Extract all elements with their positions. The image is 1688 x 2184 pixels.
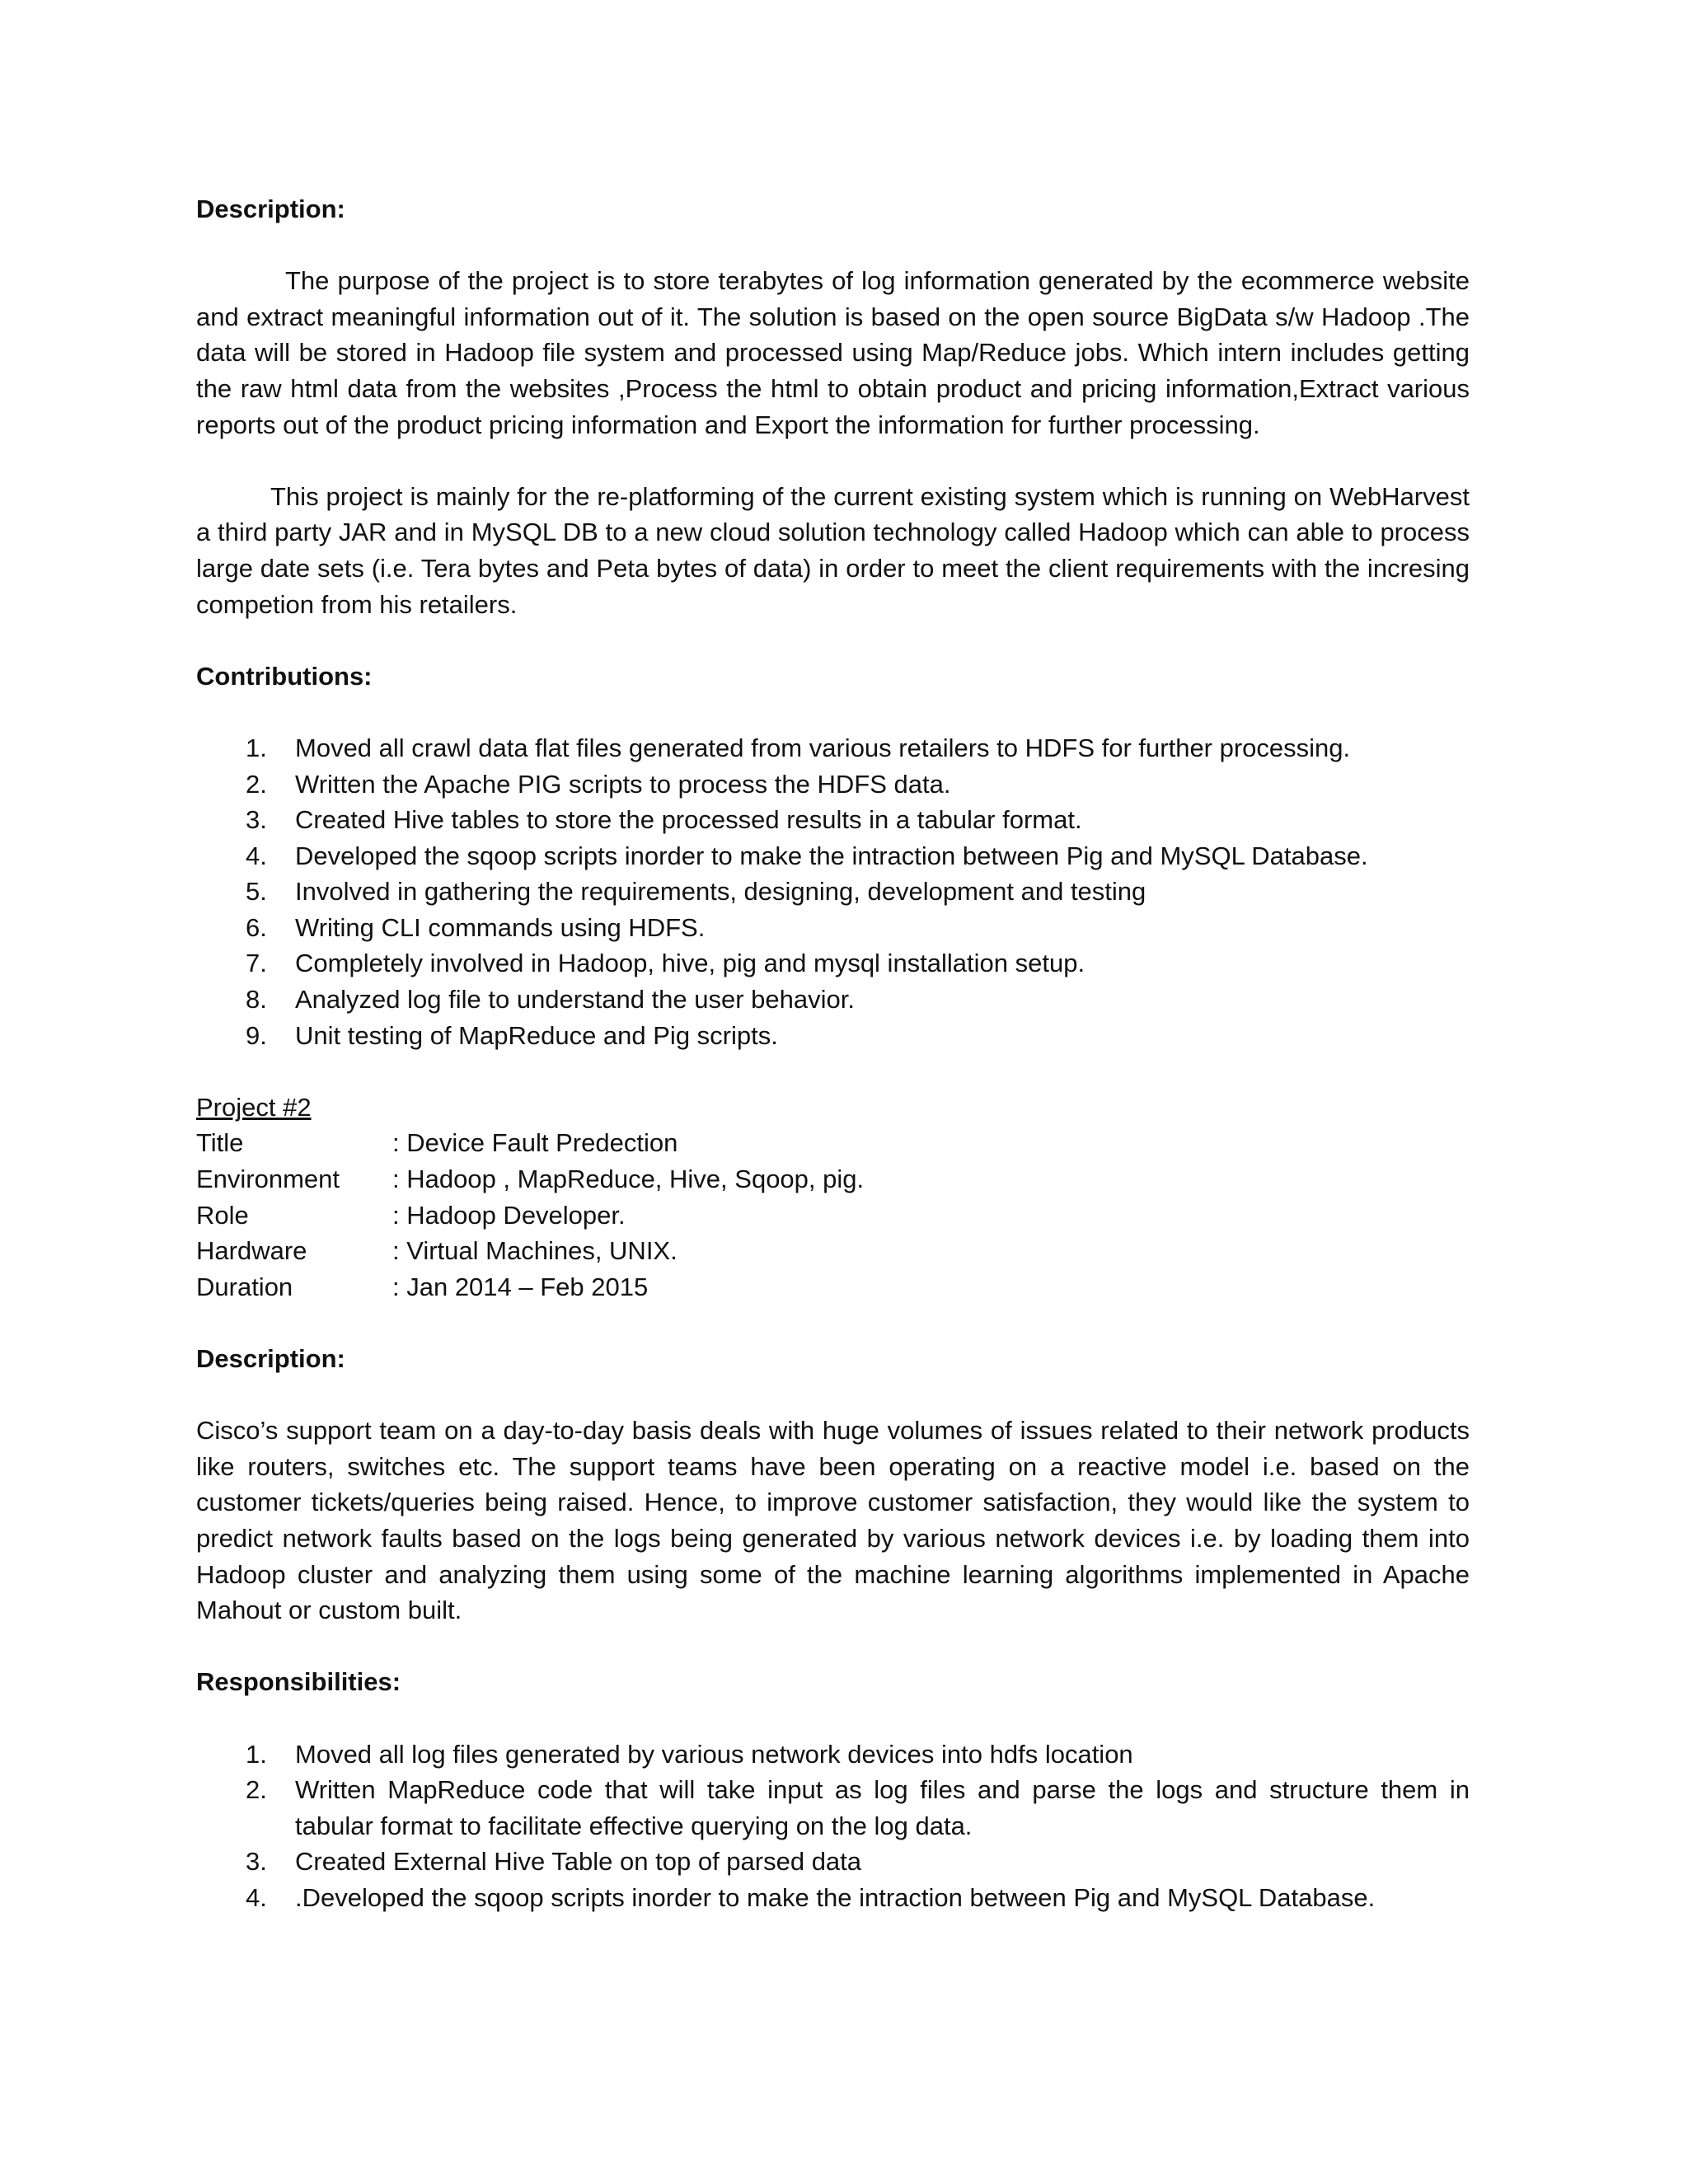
list-item: [196, 1772, 1470, 1844]
description-paragraph-2: This project is mainly for the re-platforming of the current existing system which is running on WebHarvest a third party JAR and in MySQL DB to a new cloud solution technology called Hadoop which can able to process large date sets (i.e. Tera bytes and Peta bytes of data) in order to meet the client requirements with the incresing competion from his retailers.: [196, 481, 1470, 619]
responsibilities-list: [196, 1736, 1470, 1916]
list-number: 4.: [246, 1882, 267, 1912]
detail-key: Hardware: [196, 1236, 307, 1266]
list-text: Completely involved in Hadoop, hive, pig and mysql installation setup.: [295, 949, 1085, 978]
detail-value: : Hadoop , MapReduce, Hive, Sqoop, pig.: [392, 1165, 865, 1194]
detail-value: : Jan 2014 – Feb 2015: [392, 1272, 649, 1301]
list-text: Created External Hive Table on top of parsed data: [295, 1847, 862, 1877]
list-item: [196, 1736, 1470, 1773]
detail-value: : Device Fault Predection: [392, 1128, 678, 1158]
project-detail-row: [196, 1197, 1470, 1234]
list-text: Moved all crawl data flat files generated from various retailers to HDFS for further processing.: [295, 733, 1351, 762]
list-number: 1.: [246, 733, 267, 762]
list-item: [196, 1844, 1470, 1880]
detail-key: Duration: [196, 1272, 293, 1301]
spacer: [196, 1305, 1470, 1341]
list-item: [196, 874, 1470, 910]
list-number: 3.: [246, 1847, 267, 1877]
detail-key: Role: [196, 1200, 249, 1230]
detail-key: Environment: [196, 1165, 340, 1194]
list-text: Analyzed log file to understand the user behavior.: [295, 985, 856, 1015]
list-item: [196, 945, 1470, 982]
detail-value: : Hadoop Developer.: [392, 1200, 626, 1230]
project-detail-row: [196, 1161, 1470, 1197]
spacer: [196, 227, 1470, 264]
list-number: 3.: [246, 805, 267, 835]
contributions-list: [196, 730, 1470, 1053]
list-item: [196, 730, 1470, 766]
list-number: 8.: [246, 985, 267, 1015]
list-text: Involved in gathering the requirements, designing, development and testing: [295, 877, 1146, 907]
project-detail-row: [196, 1269, 1470, 1305]
project-2-label: Project #2: [196, 1092, 312, 1122]
list-number: 2.: [246, 769, 267, 799]
list-text: .Developed the sqoop scripts inorder to make the intraction between Pig and MySQL Database.: [295, 1882, 1376, 1912]
project-2-description: Cisco’s support team on a day-to-day basis deals with huge volumes of issues related to their network products like routers, switches etc. The support teams have been operating on a reactive model i.e. based on the customer tickets/queries being raised. Hence, to improve customer satisfaction, they would like the system to predict network faults based on the logs being generated by various network devices i.e. by loading them into Hadoop cluster and analyzing them using some of the machine learning algorithms implemented in Apache Mahout or custom built.: [196, 1416, 1470, 1625]
detail-key: Title: [196, 1128, 244, 1158]
list-text: Moved all log files generated by various network devices into hdfs location: [295, 1739, 1133, 1769]
list-number: 4.: [246, 841, 267, 870]
list-item: [196, 982, 1470, 1018]
project-detail-row: [196, 1125, 1470, 1161]
resume-page: [196, 191, 1470, 1916]
spacer: [196, 622, 1470, 658]
list-item: [196, 766, 1470, 803]
responsibilities-heading: Responsibilities:: [196, 1667, 401, 1697]
description-heading: Description:: [196, 194, 345, 223]
list-text: Created Hive tables to store the processed results in a tabular format.: [295, 805, 1082, 835]
project-detail-row: [196, 1233, 1470, 1269]
project-2-description-heading: Description:: [196, 1344, 345, 1373]
list-item: [196, 1018, 1470, 1054]
list-item: [196, 802, 1470, 838]
spacer: [196, 1700, 1470, 1736]
list-number: 5.: [246, 877, 267, 907]
description-paragraph-1: The purpose of the project is to store terabytes of log information generated by the ecommerce website and extract meaningful information out of it. The solution is based on the open source BigData s/w Hadoop .The data will be stored in Hadoop file system and processed using Map/Reduce jobs. Which intern includes getting the raw html data from the websites ,Process the html to obtain product and pricing information,Extract various reports out of the product pricing information and Export the information for further processing.: [196, 266, 1470, 439]
list-number: 6.: [246, 912, 267, 942]
list-number: 2.: [246, 1775, 267, 1805]
list-number: 7.: [246, 949, 267, 978]
list-item: [196, 838, 1470, 874]
list-text: Written MapReduce code that will take input as log files and parse the logs and structure them in tabular format to facilitate effective querying on the log data.: [295, 1775, 1470, 1840]
spacer: [196, 1053, 1470, 1090]
list-number: 1.: [246, 1739, 267, 1769]
spacer: [196, 1377, 1470, 1413]
list-text: Developed the sqoop scripts inorder to make the intraction between Pig and MySQL Database.: [295, 841, 1368, 870]
list-text: Written the Apache PIG scripts to process the HDFS data.: [295, 769, 951, 799]
spacer: [196, 694, 1470, 730]
detail-value: : Virtual Machines, UNIX.: [392, 1236, 678, 1266]
list-item: [196, 1880, 1470, 1916]
list-number: 9.: [246, 1020, 267, 1050]
spacer: [196, 1629, 1470, 1665]
list-item: [196, 910, 1470, 946]
contributions-heading: Contributions:: [196, 661, 373, 691]
spacer: [196, 443, 1470, 479]
list-text: Writing CLI commands using HDFS.: [295, 912, 706, 942]
list-text: Unit testing of MapReduce and Pig scripts.: [295, 1020, 778, 1050]
